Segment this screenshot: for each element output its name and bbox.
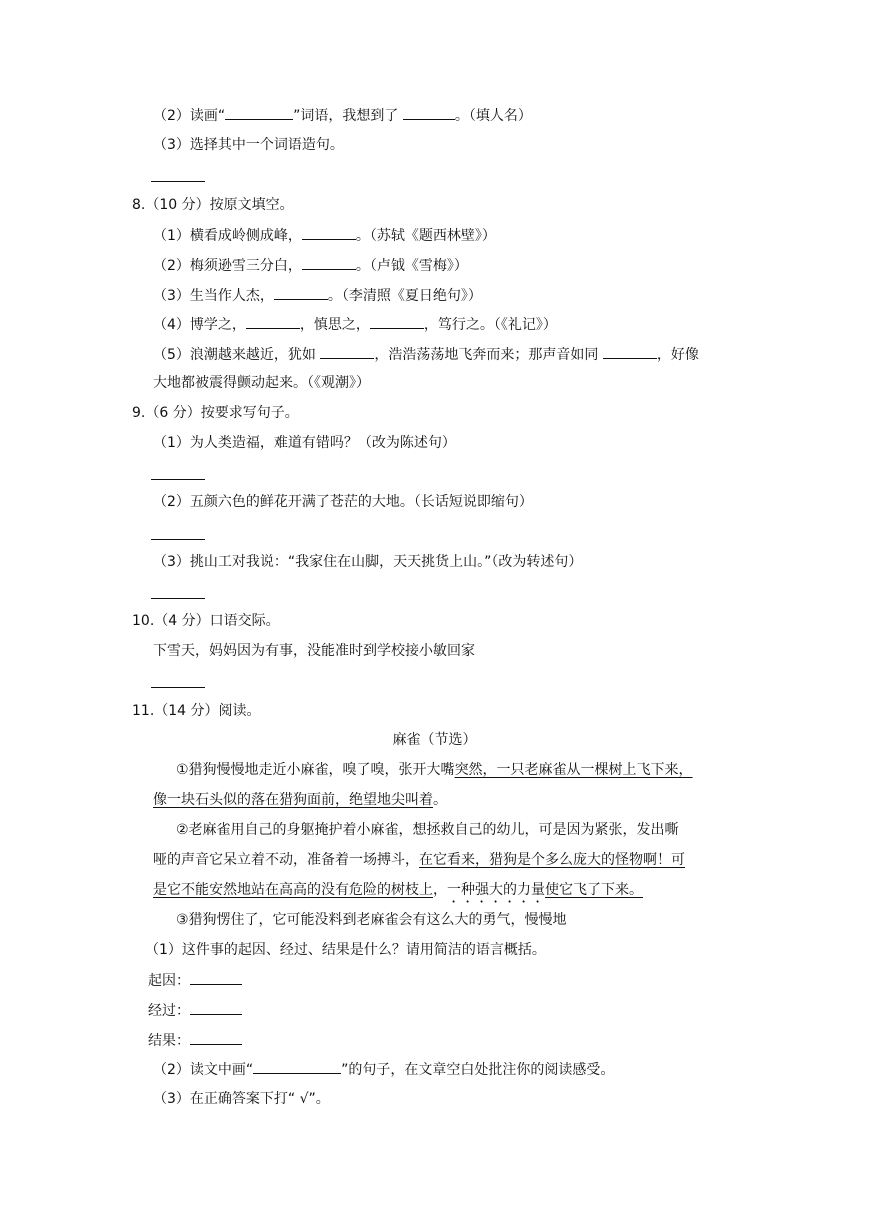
q8-blank-4a[interactable]	[246, 314, 300, 329]
process-blank[interactable]	[190, 1000, 242, 1015]
passage-para-2-line-3	[153, 880, 643, 906]
q7-answer-line[interactable]	[151, 181, 205, 182]
cause-label: 起因：	[148, 973, 190, 989]
cause-row	[148, 970, 242, 991]
q7-item-2-text-b: ”词语，我想到了	[293, 108, 399, 124]
para-1-text: ①猎狗慢慢地走近小麻雀，嗅了嗅，张开大嘴	[176, 762, 455, 778]
q8-item-5-text-b: ，浩浩荡荡地飞奔而来；那声音如同	[374, 347, 599, 363]
q8-item-2	[153, 255, 468, 276]
passage-para-3: ③猎狗愣住了，它可能没料到老麻雀会有这么大的勇气，慢慢地	[176, 912, 567, 928]
q8-blank-2[interactable]	[302, 255, 356, 270]
q8-blank-3[interactable]	[274, 285, 328, 300]
result-label: 结果：	[148, 1033, 190, 1049]
q9-answer-line-2[interactable]	[151, 539, 205, 540]
q10-answer-line[interactable]	[151, 687, 205, 688]
q8-item-5	[153, 344, 699, 365]
cause-blank[interactable]	[190, 970, 242, 985]
process-label: 经过：	[148, 1003, 190, 1019]
q8-blank-4b[interactable]	[370, 314, 424, 329]
para-2-comma: ，	[433, 882, 447, 898]
para-2-dotted-phrase: 一种强大的力量	[447, 882, 545, 898]
q7-blank-name[interactable]	[403, 105, 455, 120]
para-1-underlined: 突然，一只老麻雀从一棵树上飞下来，	[454, 762, 693, 778]
q10-prompt: 下雪天，妈妈因为有事，没能准时到学校接小敏回家	[153, 643, 475, 659]
q8-blank-5b[interactable]	[603, 344, 657, 359]
q8-item-4-text-c: ，笃行之。（《礼记》）	[423, 317, 557, 333]
q8-item-5-text-a: （5）浪潮越来越近，犹如	[153, 347, 316, 363]
q7-blank-words[interactable]	[225, 105, 293, 120]
q8-item-3-text-a: （3）生当作人杰，	[153, 288, 274, 304]
q7-item-2	[153, 105, 532, 126]
q11-sub-1: （1）这件事的起因、经过、结果是什么？请用简洁的语言概括。	[145, 942, 546, 958]
q9-item-2: （2）五颜六色的鲜花开满了苍茫的大地。（长话短说即缩句）	[153, 494, 533, 510]
q8-item-4-text-b: ，慎思之，	[299, 317, 370, 333]
passage-para-1-line-1	[176, 760, 693, 780]
q8-item-3-text-b: 。（李清照《夏日绝句》）	[327, 288, 482, 304]
q9-answer-line-3[interactable]	[151, 598, 205, 599]
q11-sub-2-underline-sample	[253, 1059, 341, 1074]
q8-item-2-text-b: 。（卢钺《雪梅》）	[355, 258, 468, 274]
q7-item-3: （3）选择其中一个词语造句。	[153, 137, 344, 153]
result-row	[148, 1030, 242, 1051]
para-1-underlined-cont: 像一块石头似的落在猎狗面前，绝望地尖叫着	[153, 792, 433, 808]
passage-title: 麻雀（节选）	[392, 732, 477, 748]
q8-item-1-text-b: 。（苏轼《题西林壁》）	[355, 228, 496, 244]
q11-sub-2-text-a: （2）读文中画“	[153, 1062, 254, 1078]
q8-heading: 8.（10 分）按原文填空。	[132, 197, 294, 213]
q8-item-1	[153, 225, 496, 246]
q11-sub-2	[153, 1059, 614, 1080]
q11-sub-3: （3）在正确答案下打“ √”。	[153, 1091, 330, 1107]
q8-blank-5a[interactable]	[320, 344, 374, 359]
para-2-underlined-end: 使它飞了下来。	[545, 882, 643, 898]
q9-heading: 9.（6 分）按要求写句子。	[132, 405, 299, 421]
para-1-end: 。	[433, 792, 447, 808]
passage-para-2-line-1: ②老麻雀用自己的身躯掩护着小麻雀，想拯救自己的幼儿，可是因为紧张，发出嘶	[176, 822, 679, 838]
para-2-underlined-cont: 是它不能安然地站在高高的没有危险的树枝上	[153, 882, 433, 898]
q8-item-4-text-a: （4）博学之，	[153, 317, 246, 333]
q8-item-2-text-a: （2）梅须逊雪三分白，	[153, 258, 302, 274]
q9-answer-line-1[interactable]	[151, 479, 205, 480]
para-2-text: 哑的声音它呆立着不动，准备着一场搏斗，	[153, 852, 419, 868]
q10-heading: 10.（4 分）口语交际。	[132, 613, 280, 629]
q9-item-3: （3）挑山工对我说：“我家住在山脚，天天挑货上山。”（改为转述句）	[153, 554, 583, 570]
q8-item-5-cont: 大地都被震得颤动起来。（《观潮》）	[153, 375, 370, 391]
process-row	[148, 1000, 242, 1021]
q8-item-1-text-a: （1）横看成岭侧成峰，	[153, 228, 302, 244]
q11-sub-2-text-b: ”的句子，在文章空白处批注你的阅读感受。	[341, 1062, 615, 1078]
q7-item-2-text-c: 。（填人名）	[454, 108, 532, 124]
q9-item-1: （1）为人类造福，难道有错吗？（改为陈述句）	[153, 435, 456, 451]
q11-heading: 11.（14 分）阅读。	[132, 703, 261, 719]
passage-para-2-line-2	[153, 850, 685, 870]
q8-item-4	[153, 314, 557, 335]
q8-item-5-text-c: ，好像	[656, 347, 699, 363]
q7-item-2-text-a: （2）读画“	[153, 108, 226, 124]
q8-blank-1[interactable]	[302, 225, 356, 240]
q8-item-3	[153, 285, 482, 306]
para-2-underlined: 在它看来，猎狗是个多么庞大的怪物啊！可	[419, 852, 685, 868]
result-blank[interactable]	[190, 1030, 242, 1045]
passage-para-1-line-2	[153, 790, 447, 810]
